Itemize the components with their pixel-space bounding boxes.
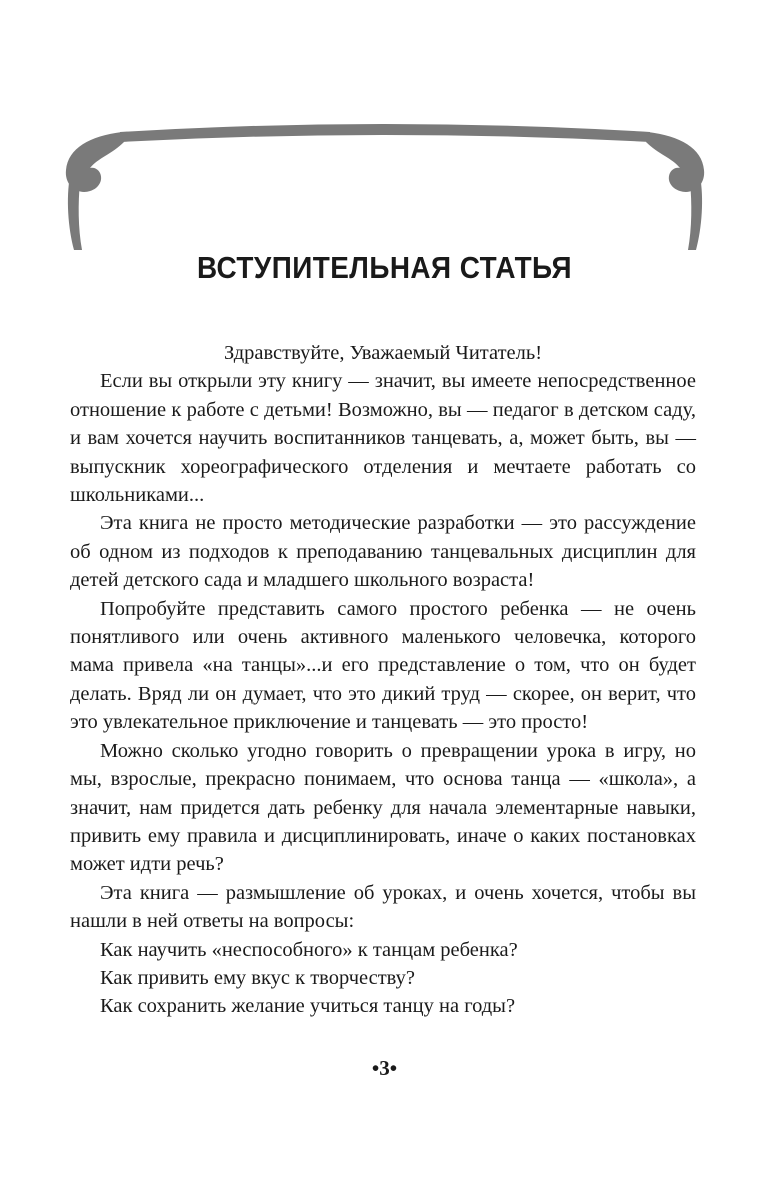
question-item: Как научить «неспособного» к танцам ребенка? — [100, 938, 518, 961]
paragraph: Можно сколько угодно говорить о превращении урока в игру, но мы, взрослые, прекрасно понимаем, что основа танца — «школа», а значит, нам придется дать ребенку для начала элементарные навыки, привить ему правила и дисциплинировать, иначе о каких постановках может идти речь? — [70, 739, 696, 876]
paragraph: Эта книга — размышление об уроках, и очень хочется, чтобы вы нашли в ней ответы на вопросы: — [70, 881, 696, 933]
ornament-top-bar — [120, 124, 650, 142]
decorative-frame-ornament — [60, 118, 710, 258]
body-text — [70, 339, 696, 1021]
page-title: ВСТУПИТЕЛЬНАЯ СТАТЬЯ — [196, 250, 573, 285]
question-item: Как сохранить желание учиться танцу на годы? — [100, 995, 516, 1018]
paragraph: Эта книга не просто методические разработки — это рассуждение об одном из подходов к преподаванию танцевальных дисциплин для детей детского сада и младшего школьного возраста! — [70, 512, 696, 592]
question-item: Как привить ему вкус к творчеству? — [100, 966, 416, 989]
paragraph: Попробуйте представить самого простого ребенка — не очень понятливого или очень активного маленького человечка, которого мама привела «на танцы»...и его представление о том, что он будет делать. Вряд ли он думает, что это дикий труд — скорее, он верит, что это увлекательное приключение и танцевать — это просто! — [70, 597, 696, 734]
page-number: •3• — [371, 1056, 398, 1080]
greeting-line: Здравствуйте, Уважаемый Читатель! — [223, 342, 543, 364]
paragraph: Если вы открыли эту книгу — значит, вы имеете непосредственное отношение к работе с детьми! Возможно, вы — педагог в детском саду, и вам хочется научить воспитанников танцевать, а, может быть, вы — выпускник хореографического отделения и мечтаете работать со школьниками... — [70, 370, 696, 507]
